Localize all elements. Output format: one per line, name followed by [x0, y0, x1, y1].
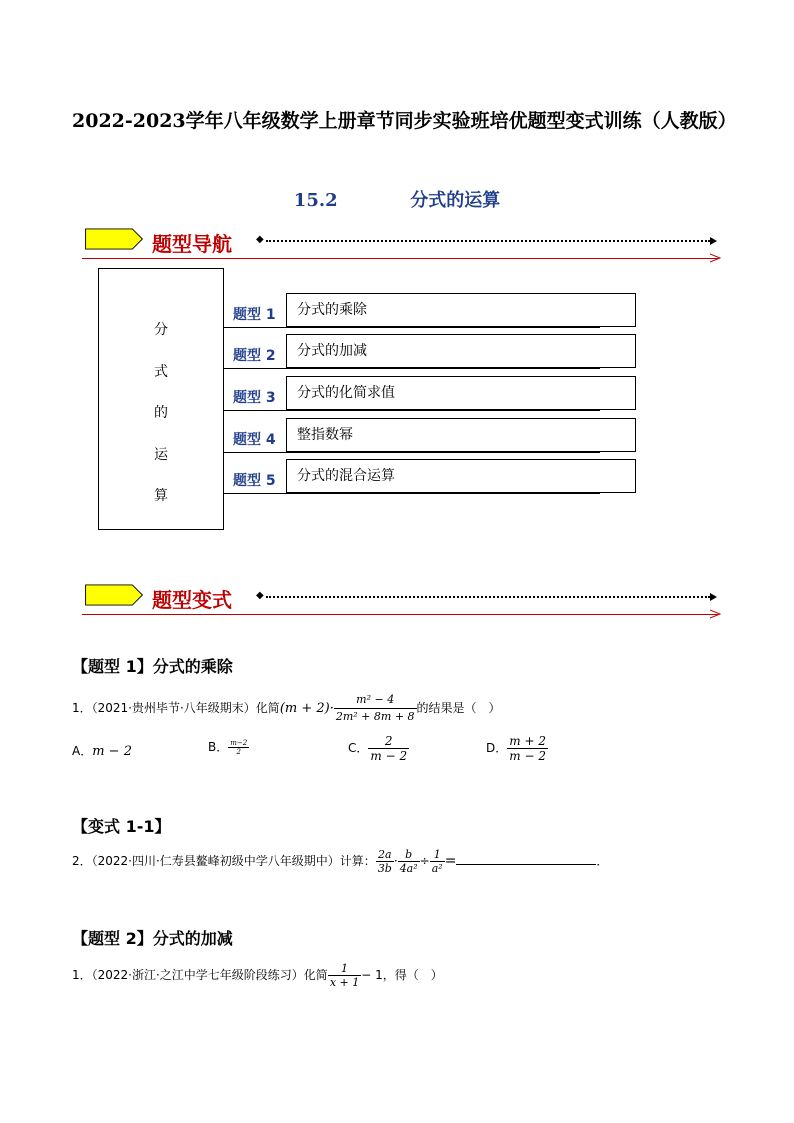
section-number: 15.2: [293, 190, 338, 211]
banner-label: 题型变式: [152, 588, 232, 612]
fraction: [430, 848, 445, 875]
diamond-icon: ◆: [256, 590, 264, 601]
fraction: [507, 734, 548, 763]
numerator: m−2: [230, 739, 248, 747]
chapter-char: 运: [154, 447, 168, 463]
topic-underline: [224, 410, 600, 411]
red-rule: [82, 614, 718, 615]
question-number: 1．: [72, 968, 92, 982]
option-b[interactable]: [208, 738, 249, 756]
numerator: m + 2: [509, 734, 546, 748]
topic-item: 分式的化简求值: [286, 376, 636, 410]
fraction: [228, 739, 249, 756]
banner-label: 题型导航: [152, 232, 232, 256]
topic-label: 题型 1: [233, 307, 276, 323]
denominator: x + 1: [329, 976, 360, 989]
topic-underline: [224, 452, 600, 453]
banner-tag-icon: [82, 584, 146, 606]
banner-tag-icon: [82, 228, 146, 250]
option-label: B．: [208, 740, 229, 754]
dotted-rule: [266, 596, 710, 598]
question-source: （2021·贵州毕节·八年级期末）化简: [91, 701, 280, 715]
fraction: [334, 692, 417, 725]
numerator: 2: [368, 734, 409, 749]
question-number: 1．: [72, 701, 92, 715]
arrow-right-icon: [710, 593, 717, 601]
topic-label: 题型 4: [233, 432, 276, 448]
option-label: C．: [348, 741, 369, 755]
question-end: ．: [596, 854, 609, 868]
dotted-rule: [266, 240, 710, 242]
chapter-char: 的: [154, 405, 168, 421]
type2-heading: 【题型 2】分式的加减: [72, 929, 233, 948]
option-c[interactable]: [348, 734, 409, 763]
topic-underline: [224, 368, 600, 369]
question-2: [72, 848, 608, 875]
denominator: 2: [236, 748, 241, 756]
denominator: a²: [431, 862, 443, 875]
option-d[interactable]: [486, 734, 548, 763]
option-expr: m − 2: [92, 744, 132, 759]
option-label: D．: [486, 741, 508, 755]
operator: ·: [393, 854, 398, 868]
topic-label: 题型 2: [233, 348, 276, 364]
numerator: m² − 4: [334, 692, 417, 709]
question-source: （2022·浙江·之江中学七年级阶段练习）化简: [91, 968, 328, 982]
chapter-char: 分: [154, 322, 168, 338]
option-label: A．: [72, 744, 93, 758]
variant1-heading: 【变式 1-1】: [72, 817, 171, 836]
numerator: 1: [430, 848, 445, 862]
diamond-icon: ◆: [256, 234, 264, 245]
option-a[interactable]: [72, 742, 132, 759]
numerator: 1: [328, 962, 361, 976]
red-rule: [82, 258, 718, 259]
topic-item: 分式的混合运算: [286, 459, 636, 493]
red-arrow-icon: [710, 609, 722, 619]
question-number: 2．: [72, 854, 92, 868]
question-tail: − 1，得（ ）: [361, 968, 443, 982]
denominator: 4a²: [399, 862, 418, 875]
type1-heading: 【题型 1】分式的乘除: [72, 657, 233, 676]
nav-banner: [82, 226, 722, 266]
fraction: [368, 734, 409, 763]
arrow-right-icon: [710, 237, 717, 245]
topic-label: 题型 5: [233, 473, 276, 489]
question-source: （2022·四川·仁寿县鳌峰初级中学八年级期中）计算：: [91, 854, 376, 868]
question-3: [72, 962, 443, 989]
denominator: m − 2: [370, 749, 408, 763]
section-title: 分式的运算: [410, 190, 501, 211]
document-title: 2022-2023学年八年级数学上册章节同步实验班培优题型变式训练（人教版）: [72, 110, 737, 132]
chapter-char: 算: [154, 488, 168, 504]
fraction: [398, 848, 420, 875]
denominator: 2m² + 8m + 8: [335, 710, 415, 723]
operator: ÷: [419, 854, 430, 868]
denominator: m − 2: [509, 749, 546, 763]
numerator: 2a: [376, 848, 394, 862]
red-arrow-icon: [710, 253, 722, 263]
chapter-box: [98, 268, 224, 530]
topic-label: 题型 3: [233, 390, 276, 406]
topic-underline: [224, 493, 600, 494]
topic-item: 整指数幂: [286, 418, 636, 452]
fraction: [328, 962, 361, 989]
fraction: [376, 848, 394, 875]
equals-sign: =: [444, 853, 457, 869]
variant-banner: [82, 582, 722, 622]
chapter-char: 式: [154, 364, 168, 380]
section-heading: [0, 186, 794, 212]
answer-blank[interactable]: [456, 850, 596, 865]
question-tail: 的结果是（ ）: [416, 701, 501, 715]
topic-item: 分式的加减: [286, 334, 636, 368]
topic-item: 分式的乘除: [286, 293, 636, 327]
denominator: 3b: [377, 862, 392, 875]
question-1: [72, 692, 501, 725]
numerator: b: [398, 848, 420, 862]
topic-underline: [224, 327, 600, 328]
math-factor: (m + 2)·: [279, 701, 334, 716]
